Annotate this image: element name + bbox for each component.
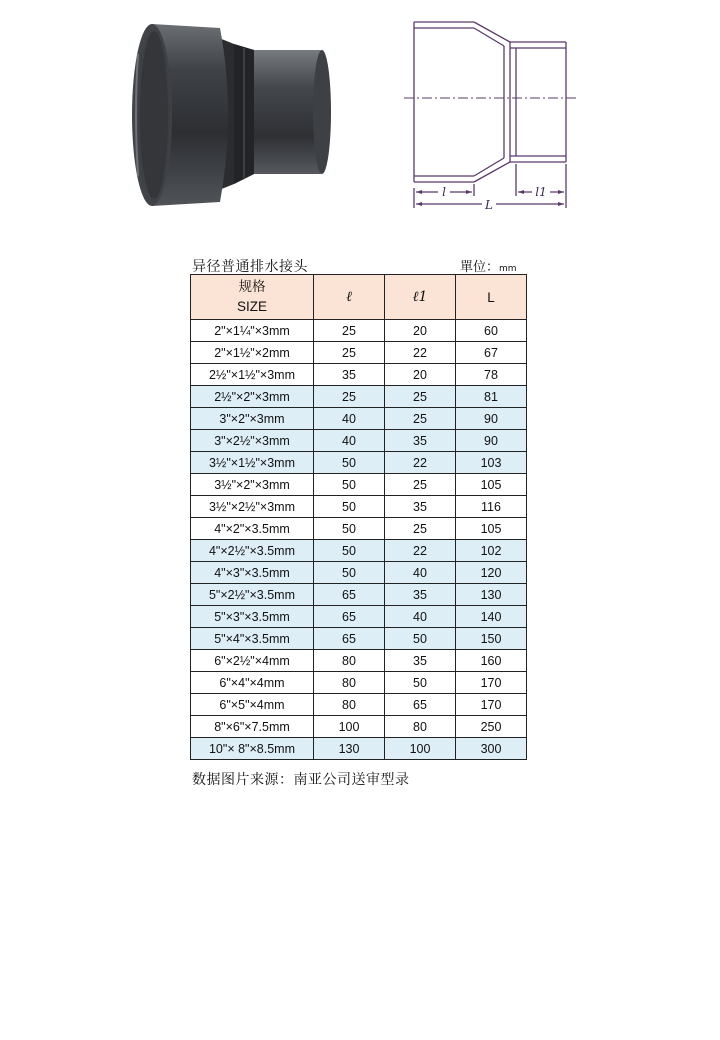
cell-size: 5"×4"×3.5mm <box>191 628 314 650</box>
table-row <box>191 342 527 364</box>
table-body <box>191 320 527 760</box>
dim-label-L: L <box>485 198 493 212</box>
cell-l: 50 <box>314 474 385 496</box>
cell-l: 65 <box>314 584 385 606</box>
cell-l1: 35 <box>385 496 456 518</box>
dim-label-l1: l1 <box>535 185 547 199</box>
cell-l1: 25 <box>385 386 456 408</box>
cell-L: 78 <box>456 364 527 386</box>
cell-l1: 50 <box>385 628 456 650</box>
table-row <box>191 628 527 650</box>
cell-l: 80 <box>314 694 385 716</box>
cell-l: 35 <box>314 364 385 386</box>
cell-l: 40 <box>314 408 385 430</box>
cell-size: 3"×2½"×3mm <box>191 430 314 452</box>
cell-size: 4"×3"×3.5mm <box>191 562 314 584</box>
cell-L: 150 <box>456 628 527 650</box>
cell-L: 300 <box>456 738 527 760</box>
cell-l: 65 <box>314 628 385 650</box>
table-row <box>191 694 527 716</box>
header-l: ℓ <box>314 275 385 320</box>
cell-l1: 22 <box>385 342 456 364</box>
cell-L: 81 <box>456 386 527 408</box>
cell-L: 102 <box>456 540 527 562</box>
cell-size: 6"×4"×4mm <box>191 672 314 694</box>
cell-L: 90 <box>456 430 527 452</box>
table-row <box>191 320 527 342</box>
cell-size: 3½"×2"×3mm <box>191 474 314 496</box>
cell-l1: 50 <box>385 672 456 694</box>
cell-l: 50 <box>314 496 385 518</box>
table-row <box>191 716 527 738</box>
cell-l1: 20 <box>385 364 456 386</box>
table-row <box>191 474 527 496</box>
cell-size: 3½"×1½"×3mm <box>191 452 314 474</box>
cell-l: 25 <box>314 342 385 364</box>
cell-size: 3"×2"×3mm <box>191 408 314 430</box>
table-header-row <box>191 275 527 320</box>
cell-l1: 25 <box>385 408 456 430</box>
table-row <box>191 518 527 540</box>
cell-size: 6"×5"×4mm <box>191 694 314 716</box>
cell-L: 120 <box>456 562 527 584</box>
cell-L: 105 <box>456 474 527 496</box>
cell-L: 130 <box>456 584 527 606</box>
cell-size: 4"×2"×3.5mm <box>191 518 314 540</box>
unit-caption <box>460 256 517 275</box>
cell-l1: 40 <box>385 606 456 628</box>
cell-l1: 22 <box>385 540 456 562</box>
dimension-diagram <box>400 12 580 214</box>
cell-size: 3½"×2½"×3mm <box>191 496 314 518</box>
cell-l1: 35 <box>385 430 456 452</box>
cell-l: 50 <box>314 562 385 584</box>
cell-l1: 22 <box>385 452 456 474</box>
source-note: 数据图片来源：南亚公司送审型录 <box>192 772 410 788</box>
cell-L: 170 <box>456 694 527 716</box>
cell-size: 10"× 8"×8.5mm <box>191 738 314 760</box>
cell-L: 60 <box>456 320 527 342</box>
cell-size: 2½"×2"×3mm <box>191 386 314 408</box>
spec-table <box>190 274 527 760</box>
cell-L: 140 <box>456 606 527 628</box>
cell-l: 50 <box>314 452 385 474</box>
cell-L: 103 <box>456 452 527 474</box>
cell-l: 80 <box>314 650 385 672</box>
table-row <box>191 408 527 430</box>
table-row <box>191 606 527 628</box>
cell-size: 6"×2½"×4mm <box>191 650 314 672</box>
table-row <box>191 364 527 386</box>
unit-label: 單位： <box>460 260 500 275</box>
cell-size: 5"×2½"×3.5mm <box>191 584 314 606</box>
cell-size: 2"×1½"×2mm <box>191 342 314 364</box>
table-row <box>191 672 527 694</box>
table-row <box>191 452 527 474</box>
cell-size: 2½"×1½"×3mm <box>191 364 314 386</box>
cell-l1: 35 <box>385 584 456 606</box>
cell-L: 90 <box>456 408 527 430</box>
cell-l: 40 <box>314 430 385 452</box>
cell-l1: 25 <box>385 518 456 540</box>
cell-size: 5"×3"×3.5mm <box>191 606 314 628</box>
cell-L: 116 <box>456 496 527 518</box>
table-row <box>191 650 527 672</box>
cell-size: 4"×2½"×3.5mm <box>191 540 314 562</box>
cell-L: 170 <box>456 672 527 694</box>
table-row <box>191 386 527 408</box>
table-row <box>191 540 527 562</box>
header-size-line2: SIZE <box>236 299 267 314</box>
unit-value: mm <box>499 264 517 274</box>
cell-l: 25 <box>314 386 385 408</box>
cell-l: 130 <box>314 738 385 760</box>
cell-l: 50 <box>314 518 385 540</box>
cell-l1: 25 <box>385 474 456 496</box>
table-row <box>191 584 527 606</box>
cell-l1: 35 <box>385 650 456 672</box>
table-row <box>191 430 527 452</box>
table-row <box>191 738 527 760</box>
table-row <box>191 496 527 518</box>
table-title: 异径普通排水接头 <box>192 259 308 275</box>
cell-l1: 100 <box>385 738 456 760</box>
cell-size: 2"×1¼"×3mm <box>191 320 314 342</box>
cell-l1: 40 <box>385 562 456 584</box>
table-row <box>191 562 527 584</box>
cell-size: 8"×6"×7.5mm <box>191 716 314 738</box>
cell-l1: 65 <box>385 694 456 716</box>
cell-l1: 80 <box>385 716 456 738</box>
cell-l: 80 <box>314 672 385 694</box>
header-l1: ℓ1 <box>385 275 456 320</box>
cell-L: 250 <box>456 716 527 738</box>
dim-label-l: l <box>442 185 446 199</box>
cell-L: 105 <box>456 518 527 540</box>
header-size <box>191 275 314 320</box>
cell-l1: 20 <box>385 320 456 342</box>
header-size-line1: 规格 <box>238 279 266 294</box>
cell-l: 100 <box>314 716 385 738</box>
product-photo <box>124 14 346 214</box>
cell-l: 25 <box>314 320 385 342</box>
header-L: L <box>456 275 527 320</box>
cell-L: 67 <box>456 342 527 364</box>
cell-l: 50 <box>314 540 385 562</box>
cell-l: 65 <box>314 606 385 628</box>
cell-L: 160 <box>456 650 527 672</box>
